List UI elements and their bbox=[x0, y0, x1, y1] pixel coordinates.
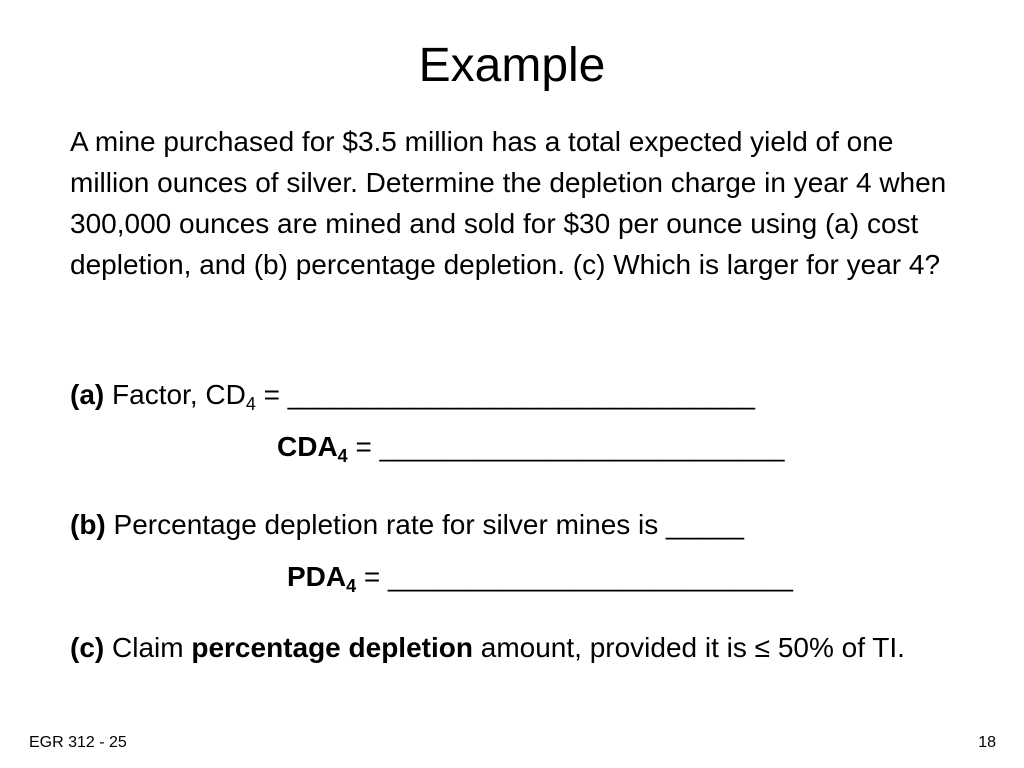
part-b-label: (b) bbox=[70, 509, 106, 540]
pda-label: PDA bbox=[287, 561, 347, 592]
cda-line bbox=[277, 427, 784, 467]
part-b-text: Percentage depletion rate for silver mines is _____ bbox=[113, 509, 744, 540]
part-c-label: (c) bbox=[70, 632, 105, 663]
part-c-text-2: amount, provided it is ≤ 50% of TI. bbox=[480, 632, 905, 663]
cda-subscript: 4 bbox=[337, 446, 348, 466]
footer-page-number: 18 bbox=[978, 734, 996, 751]
part-a-label: (a) bbox=[70, 379, 105, 410]
part-a-line bbox=[70, 375, 755, 415]
cda-blank: = __________________________ bbox=[355, 431, 785, 462]
pda-line bbox=[287, 557, 793, 597]
pda-blank: = __________________________ bbox=[363, 561, 793, 592]
part-c-text-1: Claim bbox=[112, 632, 184, 663]
part-c-bold: percentage depletion bbox=[191, 632, 473, 663]
slide-title: Example bbox=[418, 39, 606, 92]
problem-statement: A mine purchased for $3.5 million has a total expected yield of one million ounces of silver. Determine the depletion charge in year 4 when 300,000 ounces are mined and sold for $30 per ounce using (a) cost depletion, and (b) percentage depletion. (c) Which is larger for year 4? bbox=[70, 126, 947, 280]
part-a-subscript: 4 bbox=[245, 394, 256, 414]
part-c-line bbox=[70, 628, 950, 668]
part-a-text: Factor, CD bbox=[112, 379, 246, 410]
part-a-blank: = ______________________________ bbox=[263, 379, 755, 410]
cda-label: CDA bbox=[277, 431, 338, 462]
pda-subscript: 4 bbox=[346, 576, 357, 596]
footer-course: EGR 312 - 25 bbox=[29, 734, 127, 751]
part-b-line bbox=[70, 505, 744, 545]
